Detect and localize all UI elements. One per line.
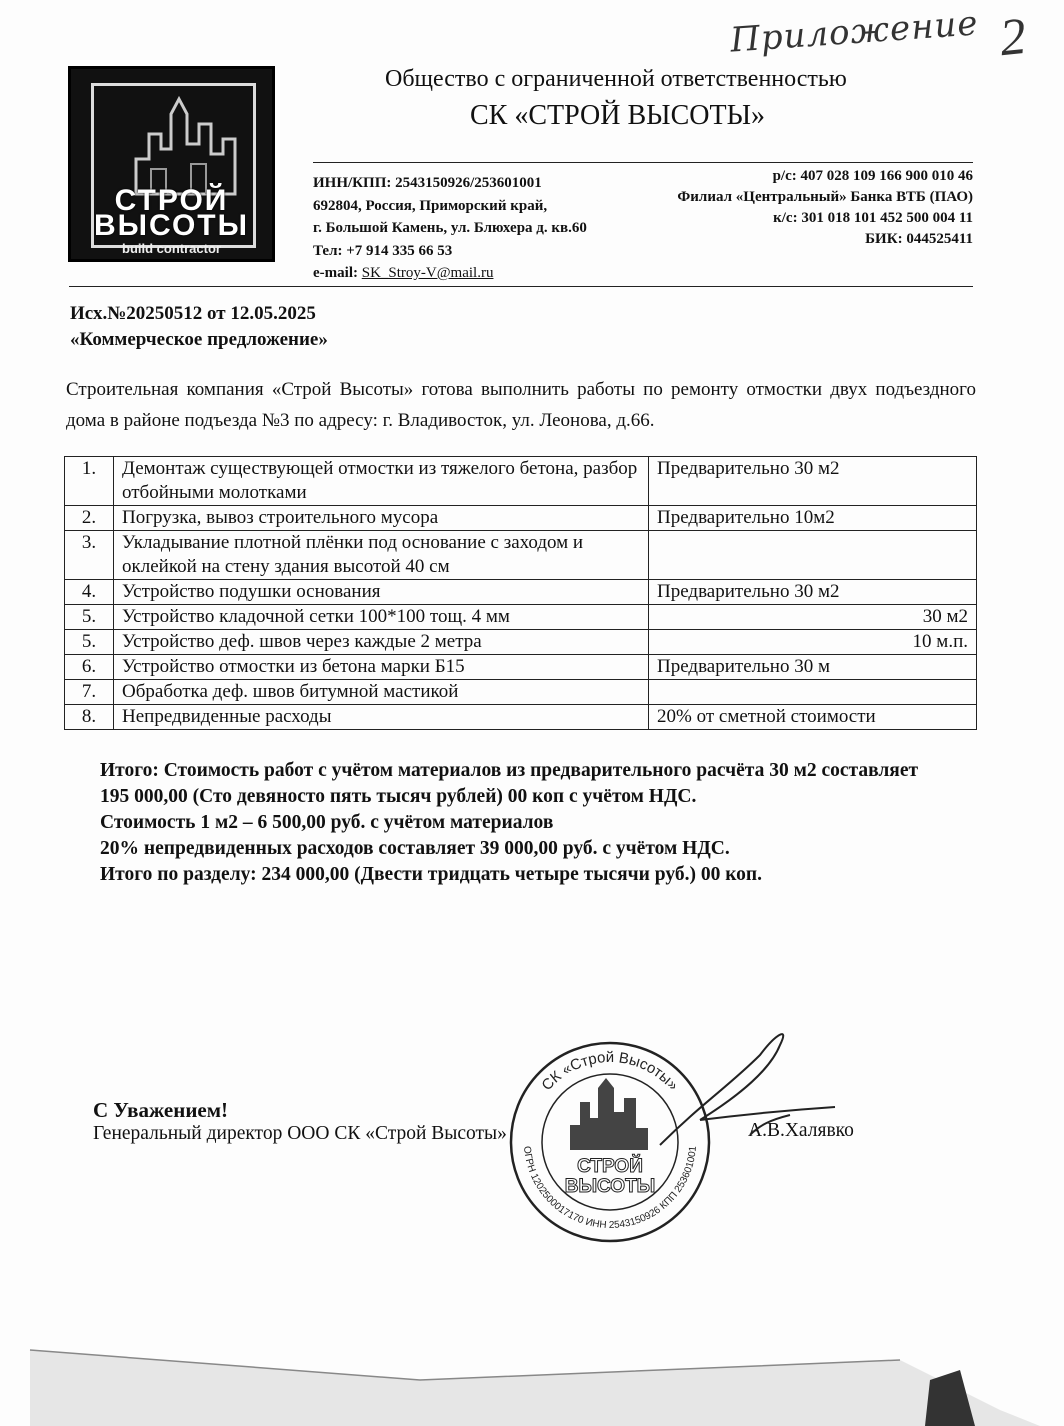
row-number: 1. [65,457,114,506]
row-number: 8. [65,705,114,730]
requisites-left [313,172,587,285]
stamp-center-line2: ВЫСОТЫ [564,1176,656,1197]
totals-line: 20% непредвиденных расходов составляет 39 000,00 руб. с учётом НДС. [100,838,730,859]
org-legal-form: Общество с ограниченной ответственностью [385,66,847,92]
table-row [65,605,977,630]
row-number: 5. [65,630,114,655]
table-row [65,680,977,705]
intro-paragraph: Строительная компания «Строй Высоты» готова выполнить работы по ремонту отмостки двух подъездного дома в районе подъезда №3 по адресу: г. Владивосток, ул. Леонова, д.66. [66,379,976,431]
stamp-center-line1: СТРОЙ [577,1156,643,1177]
email-link[interactable]: SK_Stroy-V@mail.ru [361,265,494,281]
table-row [65,580,977,605]
handwritten-annotation: Приложение [728,3,980,61]
header-rule-bottom [69,286,973,287]
stamp-bottom-text: ОГРН 1202500017170 ИНН 2543150926 КПП 253601001 [521,1145,699,1232]
row-description: Устройство отмостки из бетона марки Б15 [114,655,649,680]
scan-edge-shadow [0,1340,1064,1426]
row-quantity: Предварительно 10м2 [649,506,977,531]
company-logo [68,66,275,262]
row-quantity: 10 м.п. [649,630,977,655]
requisites-address-1: 692804, Россия, Приморский край, [313,197,548,214]
totals-line: 195 000,00 (Сто девяносто пять тысяч рублей) 00 коп с учётом НДС. [100,786,697,807]
logo-text-line2: ВЫСОТЫ [94,209,249,242]
row-description: Укладывание плотной плёнки под основание с заходом и оклейкой на стену здания высотой 40 см [114,531,649,580]
signature-greeting: С Уважением! [93,1098,229,1122]
table-row [65,655,977,680]
row-quantity [649,531,977,580]
row-quantity [649,680,977,705]
signature-position: Генеральный директор ООО СК «Строй Высоты» [93,1123,507,1144]
row-number: 5. [65,605,114,630]
row-description: Устройство подушки основания [114,580,649,605]
table-row [65,506,977,531]
handwritten-annotation-number: 2 [997,7,1029,68]
document-reference [70,301,328,353]
row-description: Устройство кладочной сетки 100*100 тощ. 4 мм [114,605,649,630]
org-name: СК «СТРОЙ ВЫСОТЫ» [470,100,765,131]
logo-subline: build contractor [122,241,221,256]
requisites-bank: Филиал «Центральный» Банка ВТБ (ПАО) [677,189,973,205]
requisites-email-row [313,262,587,285]
row-description: Демонтаж существующей отмостки из тяжелого бетона, разбор отбойными молотками [114,457,649,506]
requisites-bik: БИК: 044525411 [865,231,973,247]
row-number: 3. [65,531,114,580]
row-description: Погрузка, вывоз строительного мусора [114,506,649,531]
works-table [64,456,977,730]
table-row [65,705,977,730]
row-description: Обработка деф. швов битумной мастикой [114,680,649,705]
totals-line: Итого: Стоимость работ с учётом материалов из предварительного расчёта 30 м2 составляет [100,760,919,781]
row-quantity: Предварительно 30 м [649,655,977,680]
document-subject: «Коммерческое предложение» [70,329,328,350]
requisites-right [560,166,973,250]
signature-name: А.В.Халявко [748,1120,854,1141]
table-row [65,531,977,580]
requisites-phone: Тел: +7 914 335 66 53 [313,242,453,259]
row-quantity: Предварительно 30 м2 [649,580,977,605]
row-description: Устройство деф. швов через каждые 2 метра [114,630,649,655]
totals-block [100,758,918,888]
handwritten-signature [640,1025,840,1155]
row-quantity: 30 м2 [649,605,977,630]
totals-line: Стоимость 1 м2 – 6 500,00 руб. с учётом материалов [100,812,554,833]
table-row [65,630,977,655]
row-number: 2. [65,506,114,531]
outgoing-number: Исх.№20250512 от 12.05.2025 [70,303,316,324]
row-number: 4. [65,580,114,605]
requisites-address-2: г. Большой Камень, ул. Блюхера д. кв.60 [313,220,587,236]
email-label: e-mail: [313,265,362,281]
requisites-inn: ИНН/КПП: 2543150926/253601001 [313,175,542,191]
row-number: 7. [65,680,114,705]
stamp-top-text: СК «Строй Высоты» [538,1048,682,1095]
logo-text-line1: СТРОЙ [114,184,229,217]
requisites-account: р/с: 407 028 109 166 900 010 46 [772,168,973,184]
row-description: Непредвиденные расходы [114,705,649,730]
totals-line: Итого по разделу: 234 000,00 (Двести тридцать четыре тысячи руб.) 00 коп. [100,864,763,885]
skyline-icon [131,89,241,199]
row-quantity: 20% от сметной стоимости [649,705,977,730]
header-rule-top [313,162,973,163]
requisites-corr-account: к/с: 301 018 101 452 500 004 11 [773,210,973,226]
row-number: 6. [65,655,114,680]
row-quantity: Предварительно 30 м2 [649,457,977,506]
table-row [65,457,977,506]
